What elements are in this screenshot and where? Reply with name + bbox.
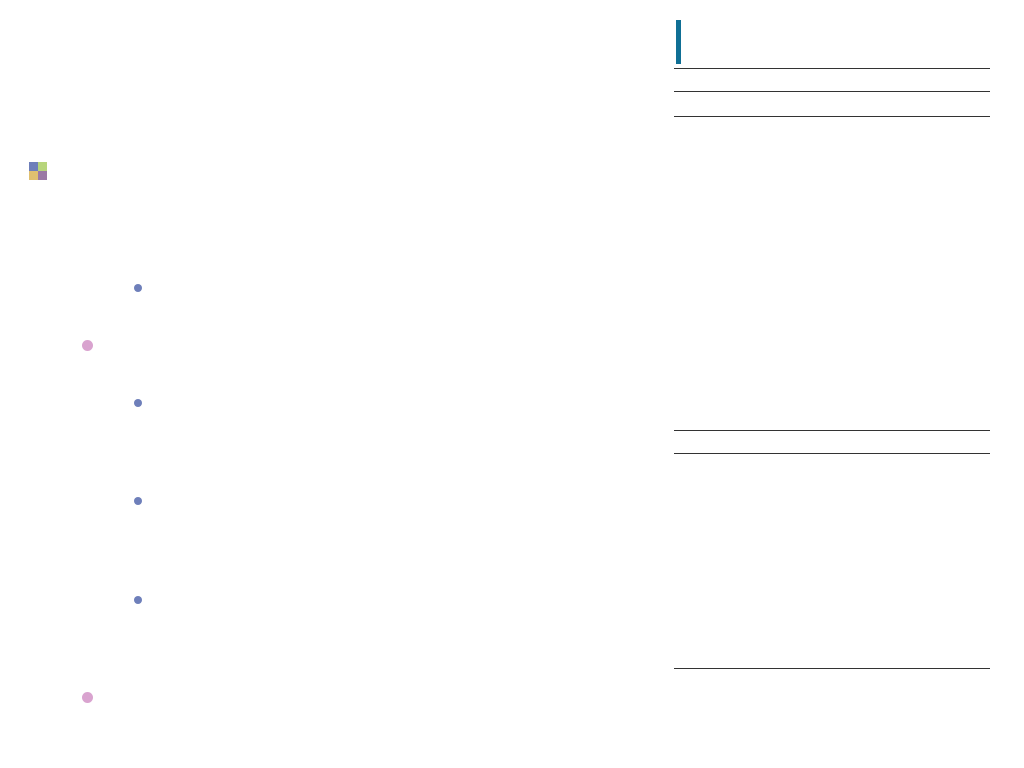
bullet-dot <box>134 596 142 604</box>
vaccine-classification-table <box>666 10 996 735</box>
bullet-dot <box>82 340 93 351</box>
square-bullet-icon <box>29 162 47 180</box>
table-accent-bar <box>676 20 681 64</box>
bullet-dot <box>134 284 142 292</box>
section-a-heading <box>68 152 78 192</box>
bullet-dot <box>82 692 93 703</box>
bullet-dot <box>134 497 142 505</box>
bullet-dot <box>134 399 142 407</box>
